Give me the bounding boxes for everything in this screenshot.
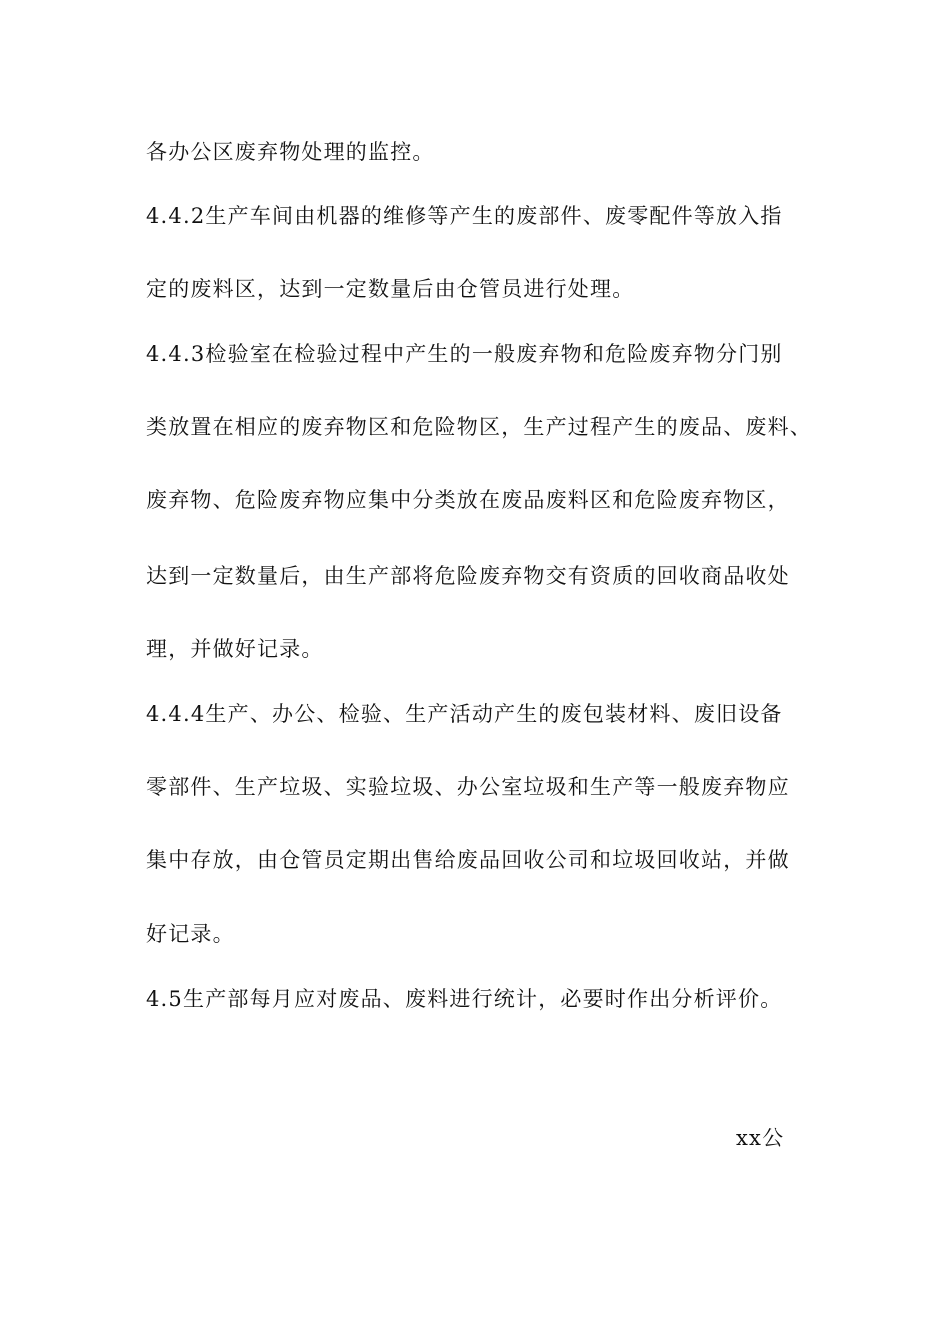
paragraph-line: 4.5生产部每月应对废品、废料进行统计，必要时作出分析评价。 — [146, 987, 783, 1011]
paragraph-line: 4.4.3检验室在检验过程中产生的一般废弃物和危险废弃物分门别 — [146, 342, 783, 366]
paragraph-line: 集中存放，由仓管员定期出售给废品回收公司和垃圾回收站，并做 — [146, 848, 790, 872]
paragraph-line: 达到一定数量后，由生产部将危险废弃物交有资质的回收商品收处 — [146, 564, 790, 588]
paragraph-line: 废弃物、危险废弃物应集中分类放在废品废料区和危险废弃物区， — [146, 488, 790, 512]
paragraph-line: 各办公区废弃物处理的监控。 — [146, 140, 435, 164]
company-signature: xx公 — [736, 1126, 785, 1150]
paragraph-line: 4.4.4生产、办公、检验、生产活动产生的废包装材料、废旧设备 — [146, 702, 783, 726]
paragraph-line: 零部件、生产垃圾、实验垃圾、办公室垃圾和生产等一般废弃物应 — [146, 775, 790, 799]
paragraph-line: 理，并做好记录。 — [146, 637, 324, 661]
paragraph-line: 定的废料区，达到一定数量后由仓管员进行处理。 — [146, 277, 635, 301]
paragraph-line: 好记录。 — [146, 922, 235, 946]
paragraph-line: 4.4.2生产车间由机器的维修等产生的废部件、废零配件等放入指 — [146, 204, 783, 228]
paragraph-line: 类放置在相应的废弃物区和危险物区，生产过程产生的废品、废料、 — [146, 415, 812, 439]
